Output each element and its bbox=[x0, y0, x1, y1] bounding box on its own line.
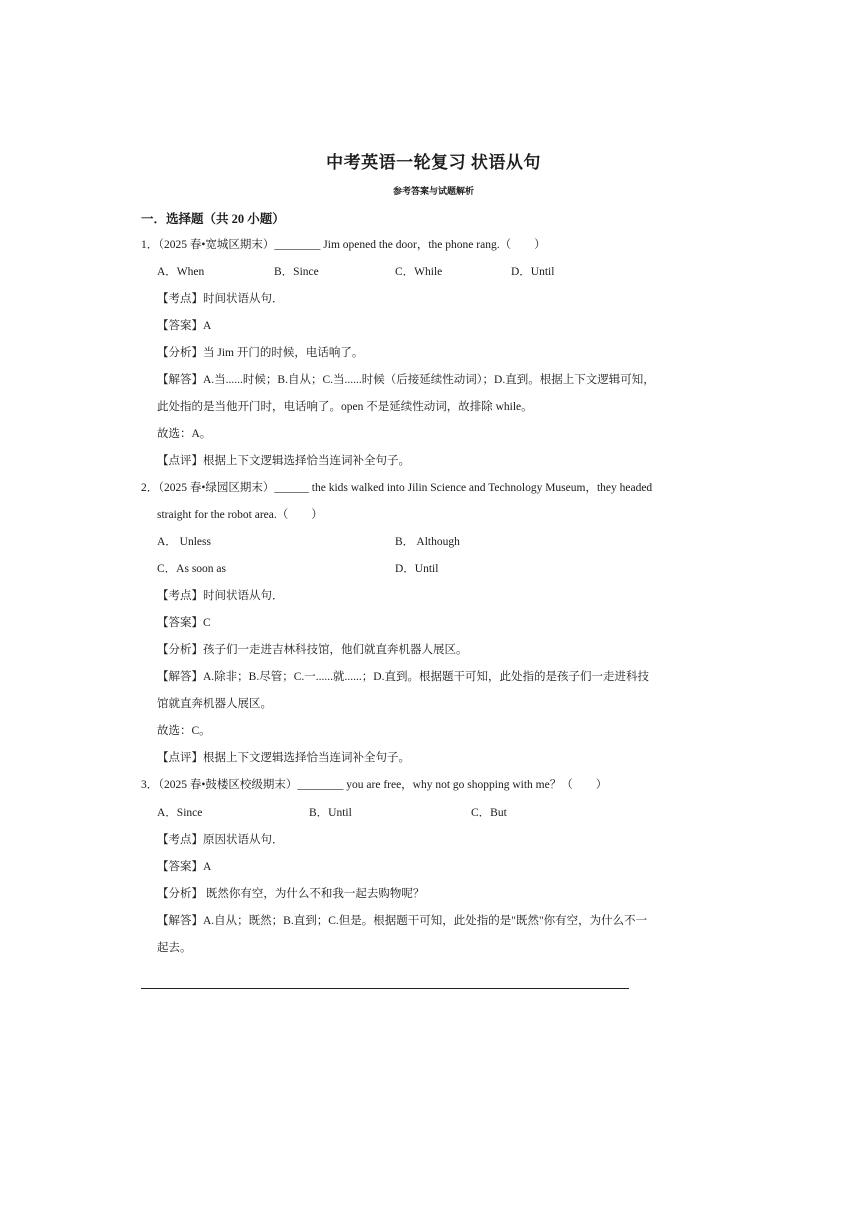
option-a: A．Since bbox=[157, 807, 203, 819]
footer-divider bbox=[141, 988, 629, 989]
question-source: （2025 春•鼓楼区校级期末） bbox=[158, 779, 298, 791]
page-subtitle: 参考答案与试题解析 bbox=[392, 186, 474, 196]
solution-line-1: 【解答】A.自从；既然；B.直到；C.但是。根据题干可知，此处指的是"既然"你有空，为什么不一 bbox=[157, 915, 648, 927]
question-number: 3． bbox=[141, 779, 159, 791]
kaodian: 【考点】原因状语从句． bbox=[157, 834, 284, 846]
question-3-stem bbox=[141, 778, 607, 792]
option-c: C．As soon as bbox=[157, 563, 227, 575]
option-b: B．Until bbox=[309, 807, 352, 819]
question-stem-text: ________ Jim opened the door，the phone rang.（ ） bbox=[274, 239, 546, 251]
question-source: （2025 春•宽城区期末） bbox=[158, 239, 275, 251]
question-stem-text: ______ the kids walked into Jilin Science and Technology Museum，they headed bbox=[274, 482, 653, 494]
question-stem-text: ________ you are free，why not go shopping with me？（ ） bbox=[297, 779, 608, 791]
solution-line-2: 此处指的是当他开门时，电话响了。open 不是延续性动词，故排除 while。 bbox=[157, 401, 533, 413]
analysis: 【分析】孩子们一走进吉林科技馆，他们就直奔机器人展区。 bbox=[157, 644, 468, 656]
question-2-stem bbox=[141, 481, 652, 495]
analysis: 【分析】 既然你有空，为什么不和我一起去购物呢？ bbox=[157, 888, 425, 900]
kaodian: 【考点】时间状语从句． bbox=[157, 293, 284, 305]
option-c: C．But bbox=[471, 807, 507, 819]
answer: 【答案】A bbox=[157, 320, 212, 332]
choice-result: 故选：A。 bbox=[157, 428, 212, 440]
question-1-stem bbox=[141, 238, 546, 252]
page-title: 中考英语一轮复习 状语从句 bbox=[326, 153, 541, 172]
answer: 【答案】A bbox=[157, 861, 212, 873]
option-b: B．Since bbox=[274, 266, 319, 278]
option-b: B． Although bbox=[395, 536, 460, 548]
question-source: （2025 春•绿园区期末） bbox=[158, 482, 275, 494]
comment: 【点评】根据上下文逻辑选择恰当连词补全句子。 bbox=[157, 752, 410, 764]
question-number: 1． bbox=[141, 239, 159, 251]
solution-line-1: 【解答】A.当......时候；B.自从；C.当......时候（后接延续性动词）；D.直到。根据上下文逻辑可知， bbox=[157, 374, 655, 386]
option-a: A．When bbox=[157, 266, 205, 278]
choice-result: 故选：C。 bbox=[157, 725, 211, 737]
question-stem-continued: straight for the robot area.（ ） bbox=[157, 509, 323, 521]
option-c: C．While bbox=[395, 266, 443, 278]
option-a: A． Unless bbox=[157, 536, 211, 548]
question-number: 2． bbox=[141, 482, 159, 494]
solution-line-1: 【解答】A.除非；B.尽管；C.一......就......；D.直到。根据题干可知，此处指的是孩子们一走进科技 bbox=[157, 671, 649, 683]
answer: 【答案】C bbox=[157, 617, 211, 629]
kaodian: 【考点】时间状语从句． bbox=[157, 590, 284, 602]
solution-line-2: 馆就直奔机器人展区。 bbox=[157, 698, 272, 710]
option-d: D．Until bbox=[395, 563, 439, 575]
solution-line-2: 起去。 bbox=[157, 942, 192, 954]
section-heading: 一．选择题（共 20 小题） bbox=[141, 212, 285, 226]
option-d: D．Until bbox=[511, 266, 555, 278]
comment: 【点评】根据上下文逻辑选择恰当连词补全句子。 bbox=[157, 455, 410, 467]
analysis: 【分析】当 Jim 开门的时候，电话响了。 bbox=[157, 347, 364, 359]
